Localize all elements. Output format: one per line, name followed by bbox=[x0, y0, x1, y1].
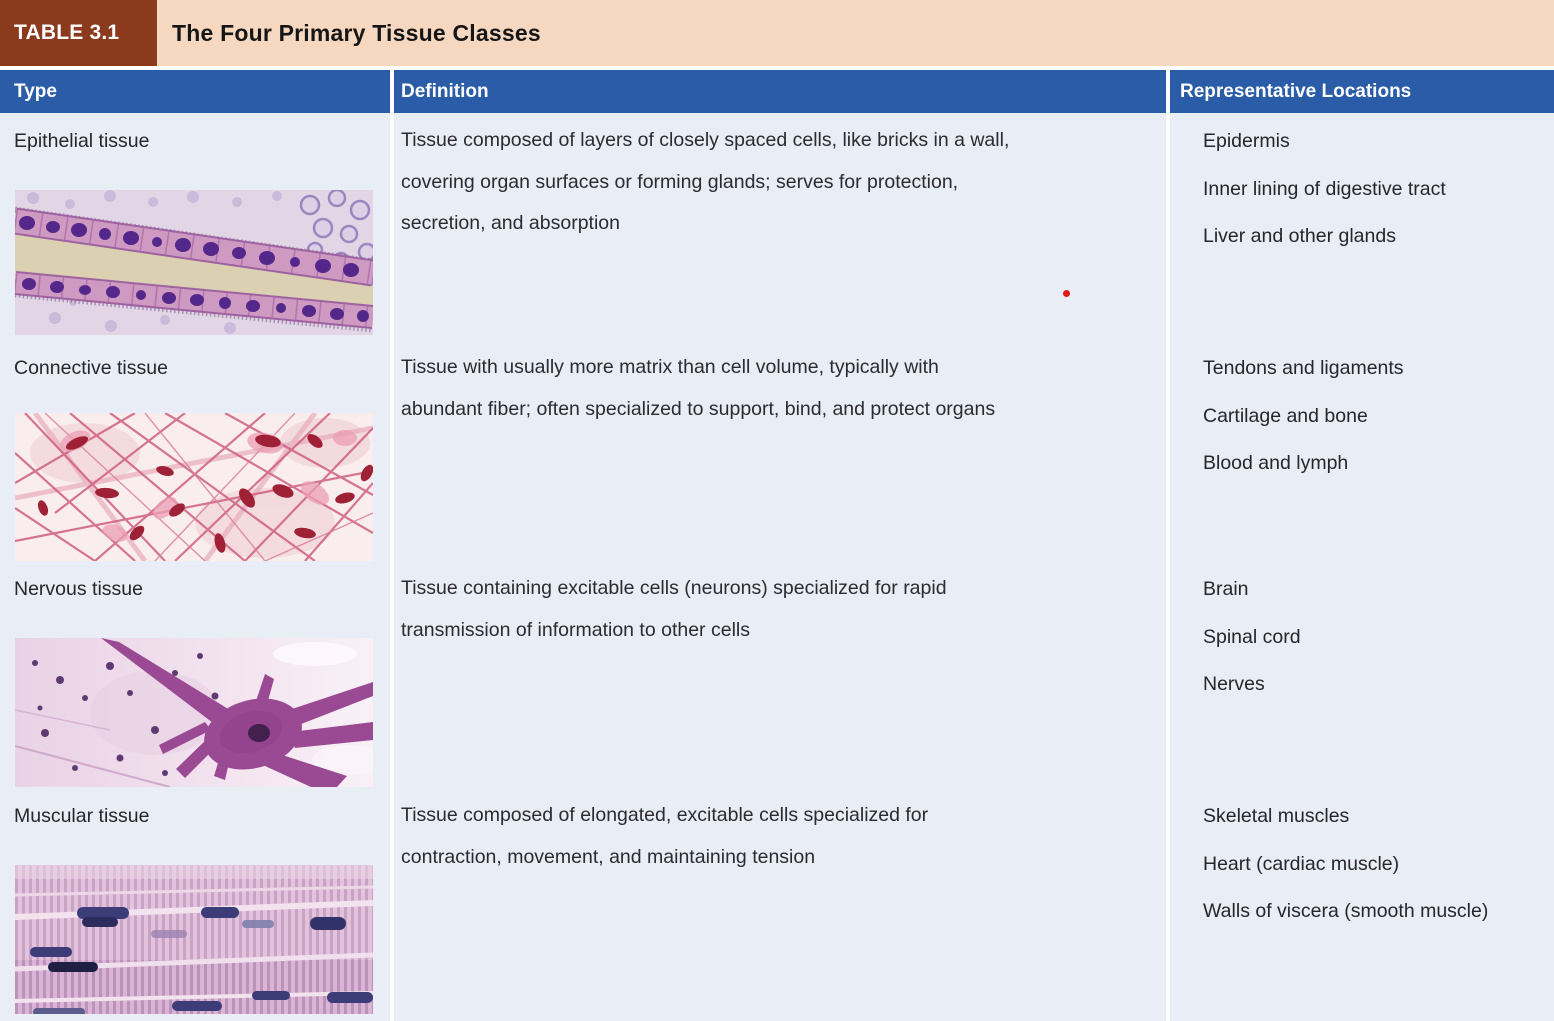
location-item: Tendons and ligaments bbox=[1203, 357, 1404, 379]
definition-line: Tissue with usually more matrix than cell volume, typically with bbox=[401, 356, 939, 378]
epithelial-micrograph-image bbox=[15, 190, 373, 335]
definition-cell-connective bbox=[401, 347, 1146, 430]
muscular-micrograph-image bbox=[15, 865, 373, 1014]
nervous-micrograph bbox=[15, 638, 373, 787]
definition-line: contraction, movement, and maintaining tension bbox=[401, 845, 816, 868]
locations-cell-muscular bbox=[1203, 804, 1543, 947]
table-number-tag bbox=[0, 0, 157, 66]
definition-line: transmission of information to other cells bbox=[401, 618, 750, 641]
table-number-label: TABLE 3.1 bbox=[14, 21, 120, 44]
definition-line: secretion, and absorption bbox=[401, 212, 620, 234]
definition-line: Tissue containing excitable cells (neurons) specialized for rapid bbox=[401, 577, 947, 599]
location-item: Liver and other glands bbox=[1203, 225, 1396, 247]
location-item: Spinal cord bbox=[1203, 625, 1301, 648]
type-cell-nervous: Nervous tissue bbox=[14, 578, 143, 600]
locations-cell-epithelial bbox=[1203, 129, 1543, 272]
muscular-micrograph bbox=[15, 865, 373, 1014]
type-cell-connective: Connective tissue bbox=[14, 357, 168, 379]
location-item: Heart (cardiac muscle) bbox=[1203, 852, 1400, 875]
locations-cell-nervous bbox=[1203, 577, 1543, 720]
location-item: Inner lining of digestive tract bbox=[1203, 177, 1446, 200]
definition-cell-nervous bbox=[401, 568, 1146, 651]
location-item: Brain bbox=[1203, 578, 1249, 600]
definition-cell-epithelial bbox=[401, 120, 1146, 245]
nervous-micrograph-image bbox=[15, 638, 373, 787]
type-cell-epithelial: Epithelial tissue bbox=[14, 130, 150, 152]
definition-line: covering organ surfaces or forming glands; serves for protection, bbox=[401, 170, 959, 193]
definition-line: Tissue composed of elongated, excitable cells specialized for bbox=[401, 804, 929, 826]
column-header-definition-label: Definition bbox=[401, 81, 489, 102]
connective-micrograph-image bbox=[15, 413, 373, 561]
red-dot-marker bbox=[1063, 290, 1070, 297]
location-item: Blood and lymph bbox=[1203, 452, 1349, 474]
epithelial-micrograph bbox=[15, 190, 373, 335]
location-item: Epidermis bbox=[1203, 130, 1290, 152]
location-item: Walls of viscera (smooth muscle) bbox=[1203, 900, 1489, 922]
location-item: Nerves bbox=[1203, 673, 1265, 695]
column-header-locations bbox=[1170, 70, 1554, 113]
table-title: The Four Primary Tissue Classes bbox=[172, 20, 541, 46]
type-cell-muscular: Muscular tissue bbox=[14, 805, 150, 827]
locations-cell-connective bbox=[1203, 356, 1543, 499]
column-header-definition bbox=[394, 70, 1166, 113]
connective-micrograph bbox=[15, 413, 373, 561]
column-divider-1 bbox=[390, 70, 394, 1021]
column-header-locations-label: Representative Locations bbox=[1180, 81, 1412, 102]
location-item: Skeletal muscles bbox=[1203, 805, 1350, 827]
definition-line: Tissue composed of layers of closely spaced cells, like bricks in a wall, bbox=[401, 129, 1010, 151]
definition-cell-muscular bbox=[401, 795, 1146, 878]
column-header-type-label: Type bbox=[14, 81, 57, 102]
column-header-type bbox=[0, 70, 390, 113]
column-divider-2 bbox=[1166, 70, 1170, 1021]
location-item: Cartilage and bone bbox=[1203, 404, 1368, 427]
definition-line: abundant fiber; often specialized to support, bind, and protect organs bbox=[401, 397, 996, 420]
